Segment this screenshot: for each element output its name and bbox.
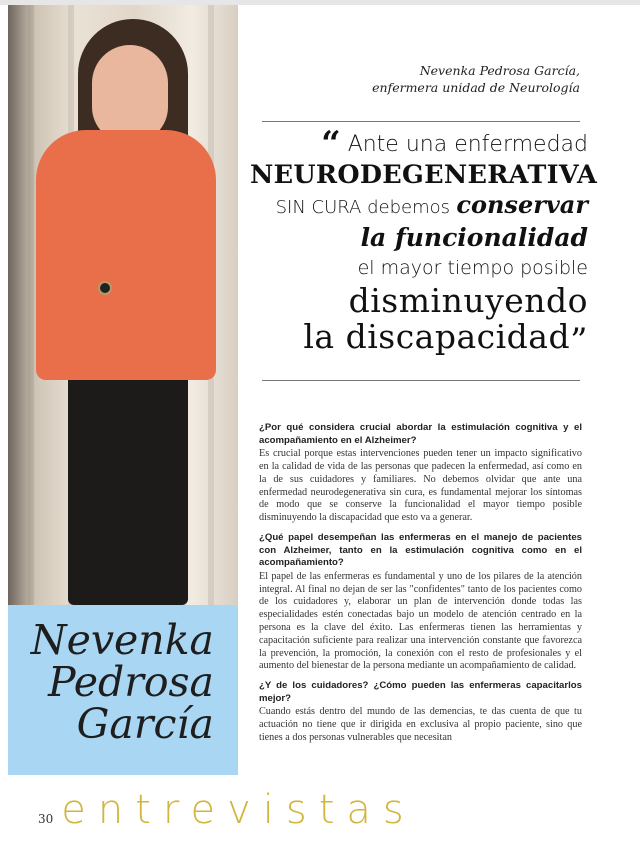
question: ¿Por qué considera crucial abordar la estimulación cognitiva y el acompañamiento en el Alzheimer? bbox=[259, 422, 582, 446]
divider-bottom bbox=[262, 380, 580, 381]
quote-line: la discapacidad bbox=[303, 317, 571, 356]
page-footer bbox=[38, 788, 416, 832]
open-quote-mark: “ bbox=[321, 124, 341, 164]
quote-line: conservar bbox=[456, 190, 588, 219]
page-number: 30 bbox=[38, 812, 54, 826]
watch-icon bbox=[98, 281, 112, 295]
blouse bbox=[36, 130, 216, 380]
name-first: Nevenka bbox=[30, 616, 214, 664]
quote-line: Ante una enfermedad bbox=[347, 132, 588, 157]
quote-line: el mayor tiempo posible bbox=[357, 257, 588, 279]
pull-quote bbox=[250, 124, 598, 361]
face bbox=[92, 45, 168, 143]
name-last: García bbox=[76, 700, 214, 748]
answer: El papel de las enfermeras es fundamental y uno de los pilares de la atención integral. Al final no dejan de ser las "confidentes" tanto de los pacientes como de los cuidadores y, elaborar un plan de intervención donde todas las especialidades estén conectadas bajo un modelo de atención centrado en la persona es la clave del éxito. Las enfermeras tienen las herramientas y capacitación suficiente para realizar una intervención constante que favorezca la prevención, la promoción, la conexión con el resto de profesionales y el aumento del bienestar de la persona mediante un acompañamiento de calidad. bbox=[259, 570, 582, 672]
name-middle: Pedrosa bbox=[47, 658, 214, 706]
pants bbox=[68, 365, 188, 605]
answer: Cuando estás dentro del mundo de las demencias, te das cuenta de que tu actuación no tiene que ir dirigida en exclusiva al propio paciente, sino que tienes a dos personas vulnerables que necesitan bbox=[259, 706, 582, 743]
section-title: entrevistas bbox=[61, 787, 416, 833]
name-box bbox=[8, 605, 238, 775]
quote-line: disminuyendo bbox=[348, 281, 588, 320]
question: ¿Y de los cuidadores? ¿Cómo pueden las enfermeras capacitarlos mejor? bbox=[259, 680, 582, 704]
byline bbox=[372, 62, 580, 96]
quote-line: la funcionalidad bbox=[360, 223, 588, 252]
quote-line: NEURODEGENERATIVA bbox=[250, 160, 598, 190]
close-quote-mark: ” bbox=[570, 321, 588, 361]
divider-top bbox=[262, 121, 580, 122]
portrait-photo bbox=[8, 5, 238, 605]
answer: Es crucial porque estas intervenciones pueden tener un impacto significativo en la calidad de vida de las personas que padecen la enfermedad, así como en la de sus cuidadores y familiares. No debemos olvidar que ante una enfermedad neurodegenerativa sin cura, es fundamental mejorar los síntomas de modo que se conserve la funcionalidad el mayor tiempo posible disminuyendo la discapacidad que esto va a generar. bbox=[259, 448, 582, 524]
interview-body bbox=[259, 422, 582, 752]
byline-role: enfermera unidad de Neurología bbox=[372, 80, 580, 95]
question: ¿Qué papel desempeñan las enfermeras en el manejo de pacientes con Alzheimer, tanto en la estimulación cognitiva como en el acompañamiento? bbox=[259, 531, 582, 569]
quote-line: SIN CURA debemos bbox=[275, 197, 450, 218]
byline-name: Nevenka Pedrosa García, bbox=[419, 63, 580, 78]
